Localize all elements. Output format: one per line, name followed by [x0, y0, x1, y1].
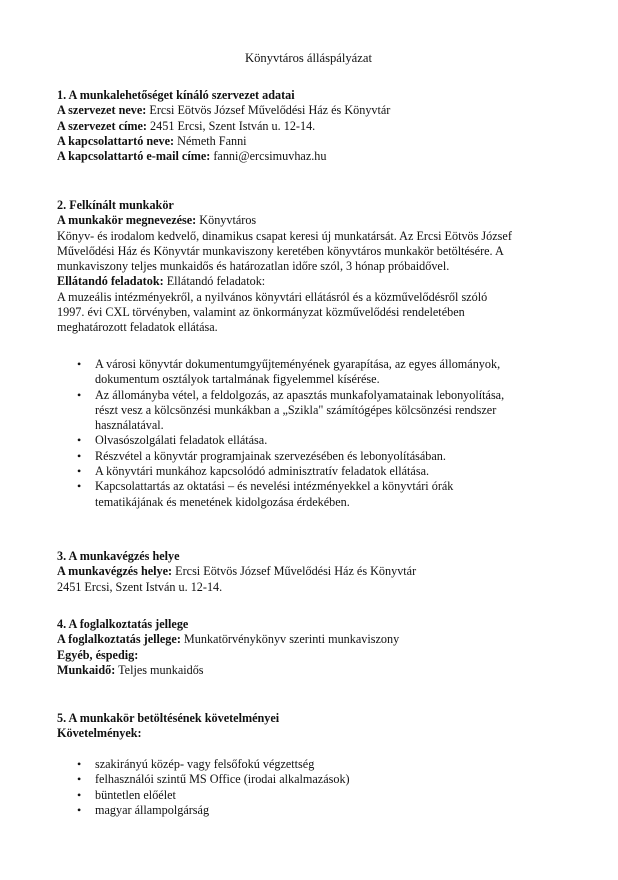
- employment-type-label: A foglalkoztatás jellege:: [57, 632, 181, 647]
- section2-heading: 2. Felkínált munkakör: [57, 198, 174, 212]
- list-item: • Az állományba vétel, a feldolgozás, az apasztás munkafolyamatainak lebonyolítása, részt vesz a kölcsönzési munkákban a „Szikla" számítógépes kölcsönzési rendszer használatával.: [57, 388, 577, 434]
- section4-heading: 4. A foglalkoztatás jellege: [57, 617, 189, 631]
- section5-heading: 5. A munkakör betöltésének követelményei: [57, 711, 280, 725]
- section-organization: [57, 88, 577, 164]
- list-item: • A városi könyvtár dokumentumgyűjteményének gyarapítása, az egyes állományok, dokumentum osztályok tartalmának figyelemmel kísérése.: [57, 357, 577, 388]
- list-item: • Kapcsolattartás az oktatási – és nevelési intézményekkel a könyvtári órák tematikájának és menetének kidolgozása érdekében.: [57, 479, 577, 510]
- intro-line: Művelődési Ház és Könyvtár munkaviszony keretében könyvtáros munkakör betöltésére. A: [57, 243, 504, 258]
- requirements-label: Követelmények:: [57, 726, 142, 741]
- section-employment: [57, 617, 577, 678]
- contact-name-label: A kapcsolattartó neve:: [57, 133, 175, 148]
- contact-email-value[interactable]: fanni@ercsimuvhaz.hu: [213, 149, 327, 164]
- list-item: • felhasználói szintű MS Office (irodai alkalmazások): [57, 772, 577, 787]
- law-line: A muzeális intézményekről, a nyilvános könyvtári ellátásról és a közművelődésről szóló: [57, 289, 488, 304]
- task-list: [57, 357, 577, 510]
- list-item: • A könyvtári munkához kapcsolódó adminisztratív feladatok ellátása.: [57, 464, 577, 479]
- employment-type-value: Munkatörvénykönyv szerinti munkaviszony: [183, 632, 400, 647]
- intro-line: munkaviszony teljes munkaidős és határozatlan időre szól, 3 hónap próbaidővel.: [57, 259, 450, 274]
- document-title: Könyvtáros álláspályázat: [245, 51, 372, 65]
- law-line: meghatározott feladatok ellátása.: [57, 320, 218, 335]
- list-item: • magyar állampolgárság: [57, 803, 577, 818]
- org-address-label: A szervezet címe:: [57, 118, 147, 133]
- hours-label: Munkaidő:: [57, 662, 116, 677]
- hours-value: Teljes munkaidős: [118, 662, 204, 677]
- section1-heading: 1. A munkalehetőséget kínáló szervezet adatai: [57, 88, 295, 102]
- place-label: A munkavégzés helye:: [57, 564, 173, 579]
- other-label: Egyéb, éspedig:: [57, 647, 139, 662]
- tasks-label: Ellátandó feladatok:: [57, 274, 164, 289]
- list-item: • Részvétel a könyvtár programjainak szervezésében és lebonyolításában.: [57, 449, 577, 464]
- section-workplace: [57, 549, 577, 595]
- law-line: 1997. évi CXL törvényben, valamint az önkormányzat közművelődési rendeletében: [57, 305, 465, 320]
- contact-email-label: A kapcsolattartó e-mail címe:: [57, 149, 211, 164]
- org-name-value: Ercsi Eötvös József Művelődési Ház és Könyvtár: [149, 103, 391, 118]
- list-item: • Olvasószolgálati feladatok ellátása.: [57, 433, 577, 448]
- place-value: Ercsi Eötvös József Művelődési Ház és Könyvtár: [175, 564, 417, 579]
- org-name-label: A szervezet neve:: [57, 103, 147, 118]
- section-requirements: [57, 711, 577, 742]
- section3-heading: 3. A munkavégzés helye: [57, 549, 180, 563]
- place-address: 2451 Ercsi, Szent István u. 12-14.: [57, 579, 223, 594]
- list-item: • szakirányú közép- vagy felsőfokú végzettség: [57, 757, 577, 772]
- job-title-label: A munkakör megnevezése:: [57, 213, 197, 228]
- tasks-value: Ellátandó feladatok:: [166, 274, 266, 289]
- intro-line: Könyv- és irodalom kedvelő, dinamikus csapat keresi új munkatársát. Az Ercsi Eötvös József: [57, 228, 512, 243]
- job-title-value: Könyvtáros: [199, 213, 257, 228]
- org-address-value: 2451 Ercsi, Szent István u. 12-14.: [150, 118, 316, 133]
- contact-name-value: Németh Fanni: [177, 133, 247, 148]
- requirements-list: [57, 757, 577, 818]
- list-item: • büntetlen előélet: [57, 788, 577, 803]
- section-job: [57, 198, 577, 336]
